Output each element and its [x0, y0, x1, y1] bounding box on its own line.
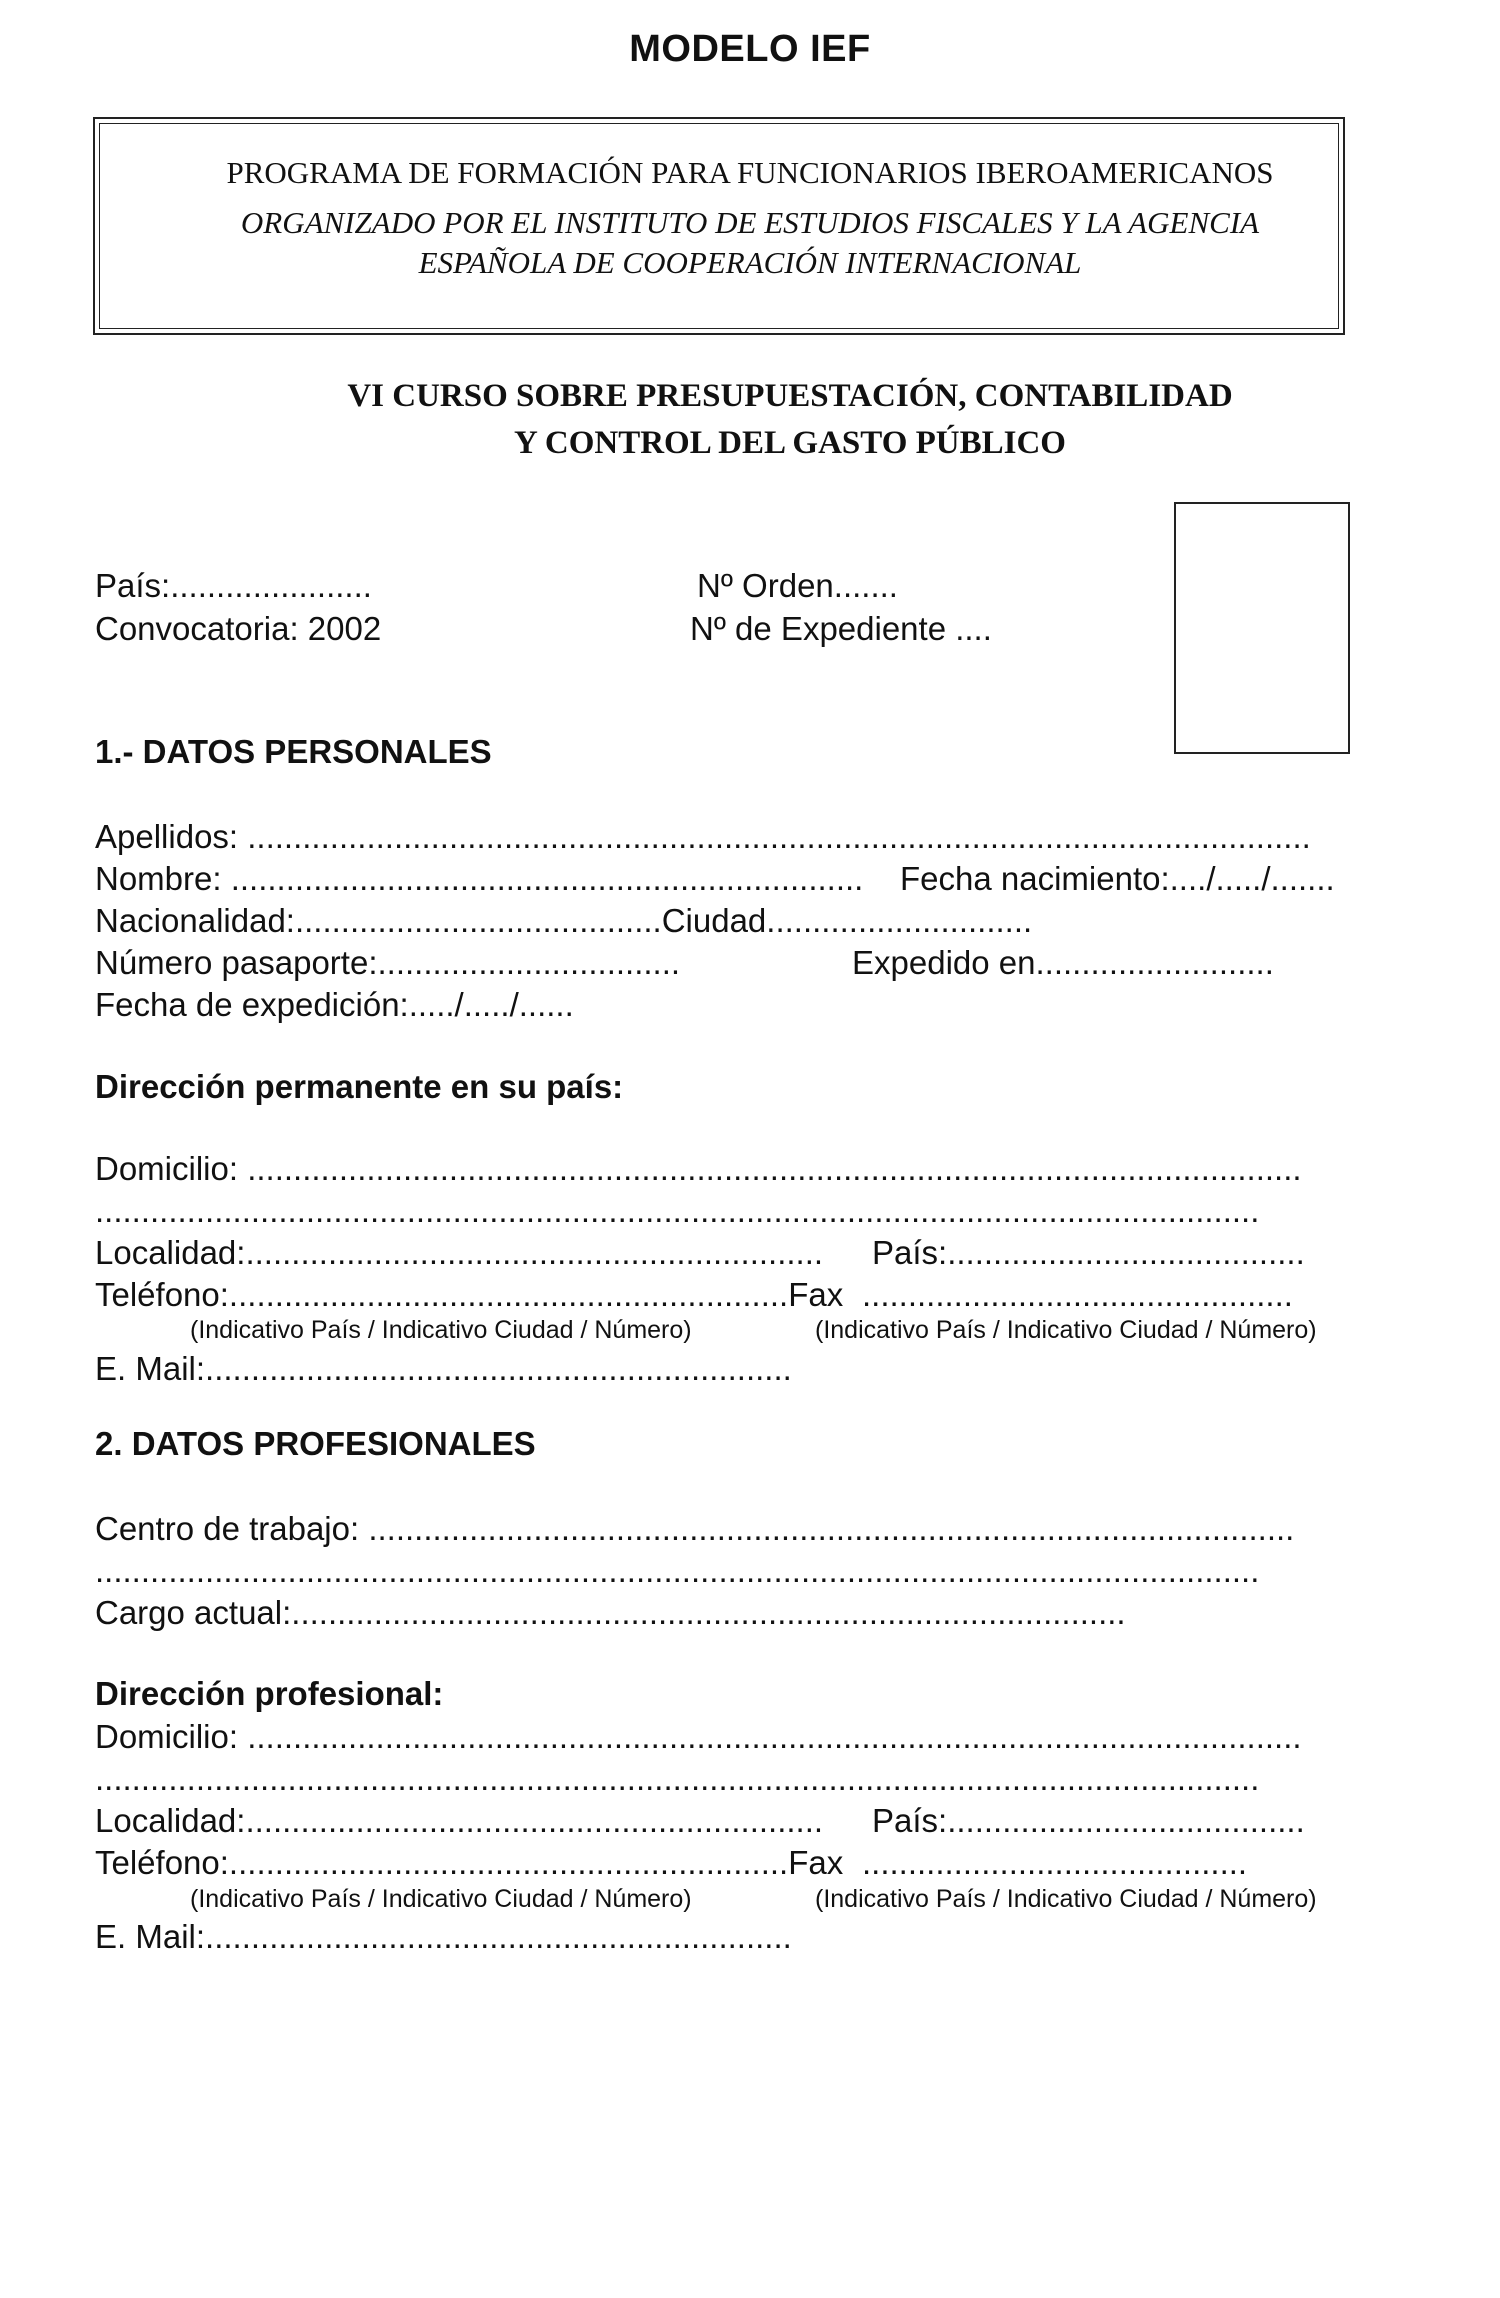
professional-fax-field[interactable]: .......................................... — [862, 1844, 1248, 1881]
convocatoria-field: Convocatoria: 2002 — [95, 610, 382, 647]
telefono-hint: (Indicativo País / Indicativo Ciudad / Número) — [190, 1316, 692, 1344]
centro-trabajo-continuation-field[interactable]: ............................................................................................................................... — [95, 1552, 1260, 1589]
program-organizer-line2: ESPAÑOLA DE COOPERACIÓN INTERNACIONAL — [418, 245, 1082, 280]
professional-email-field[interactable]: E. Mail:................................................................ — [95, 1918, 792, 1955]
course-title-line2: Y CONTROL DEL GASTO PÚBLICO — [514, 425, 1066, 461]
professional-address-heading: Dirección profesional: — [95, 1675, 444, 1712]
expediente-field[interactable]: Nº de Expediente .... — [690, 610, 992, 647]
professional-fax-hint: (Indicativo País / Indicativo Ciudad / Número) — [815, 1885, 1317, 1913]
professional-localidad-field[interactable]: Localidad:............................................................... — [95, 1802, 824, 1839]
permanent-address-heading: Dirección permanente en su país: — [95, 1068, 624, 1105]
centro-trabajo-field[interactable]: Centro de trabajo: ..................................................................................................... — [95, 1510, 1295, 1547]
nombre-field[interactable]: Nombre: ..................................................................... — [95, 860, 864, 897]
domicilio-continuation-field[interactable]: ............................................................................................................................... — [95, 1192, 1260, 1229]
pais-field[interactable]: País:...................... — [95, 567, 372, 604]
professional-telefono-hint: (Indicativo País / Indicativo Ciudad / Número) — [190, 1885, 692, 1913]
personal-data-heading: 1.- DATOS PERSONALES — [95, 733, 492, 770]
course-title-line1: VI CURSO SOBRE PRESUPUESTACIÓN, CONTABILIDAD — [347, 378, 1233, 414]
pais-address-field[interactable]: País:....................................... — [872, 1234, 1305, 1271]
fecha-nacimiento-field[interactable]: Fecha nacimiento:..../...../....... — [900, 860, 1335, 897]
program-organizer-line1: ORGANIZADO POR EL INSTITUTO DE ESTUDIOS FISCALES Y LA AGENCIA — [240, 205, 1260, 240]
fecha-expedicion-field[interactable]: Fecha de expedición:...../...../...... — [95, 986, 574, 1023]
domicilio-field[interactable]: Domicilio: ................................................................................................................... — [95, 1150, 1302, 1187]
telefono-field[interactable]: Teléfono:.............................................................Fax — [95, 1276, 844, 1313]
cargo-actual-field[interactable]: Cargo actual:........................................................................................... — [95, 1594, 1126, 1631]
professional-pais-field[interactable]: País:....................................... — [872, 1802, 1305, 1839]
program-title: PROGRAMA DE FORMACIÓN PARA FUNCIONARIOS IBEROAMERICANOS — [226, 155, 1274, 190]
email-field[interactable]: E. Mail:................................................................ — [95, 1350, 792, 1387]
fax-field[interactable]: ............................................... — [862, 1276, 1293, 1313]
nacionalidad-ciudad-field[interactable]: Nacionalidad:........................................Ciudad............................. — [95, 902, 1033, 939]
professional-domicilio-continuation-field[interactable]: ............................................................................................................................... — [95, 1760, 1260, 1797]
professional-data-heading: 2. DATOS PROFESIONALES — [95, 1425, 536, 1462]
photo-box — [1174, 502, 1350, 754]
fax-hint: (Indicativo País / Indicativo Ciudad / Número) — [815, 1316, 1317, 1344]
orden-field[interactable]: Nº Orden....... — [697, 567, 898, 604]
professional-domicilio-field[interactable]: Domicilio: ................................................................................................................... — [95, 1718, 1302, 1755]
expedido-en-field[interactable]: Expedido en.......................... — [852, 944, 1274, 981]
apellidos-field[interactable]: Apellidos: .................................................................................................................... — [95, 818, 1311, 855]
professional-telefono-field[interactable]: Teléfono:.............................................................Fax — [95, 1844, 844, 1881]
document-title: MODELO IEF — [629, 28, 871, 70]
pasaporte-field[interactable]: Número pasaporte:................................. — [95, 944, 681, 981]
localidad-field[interactable]: Localidad:............................................................... — [95, 1234, 824, 1271]
